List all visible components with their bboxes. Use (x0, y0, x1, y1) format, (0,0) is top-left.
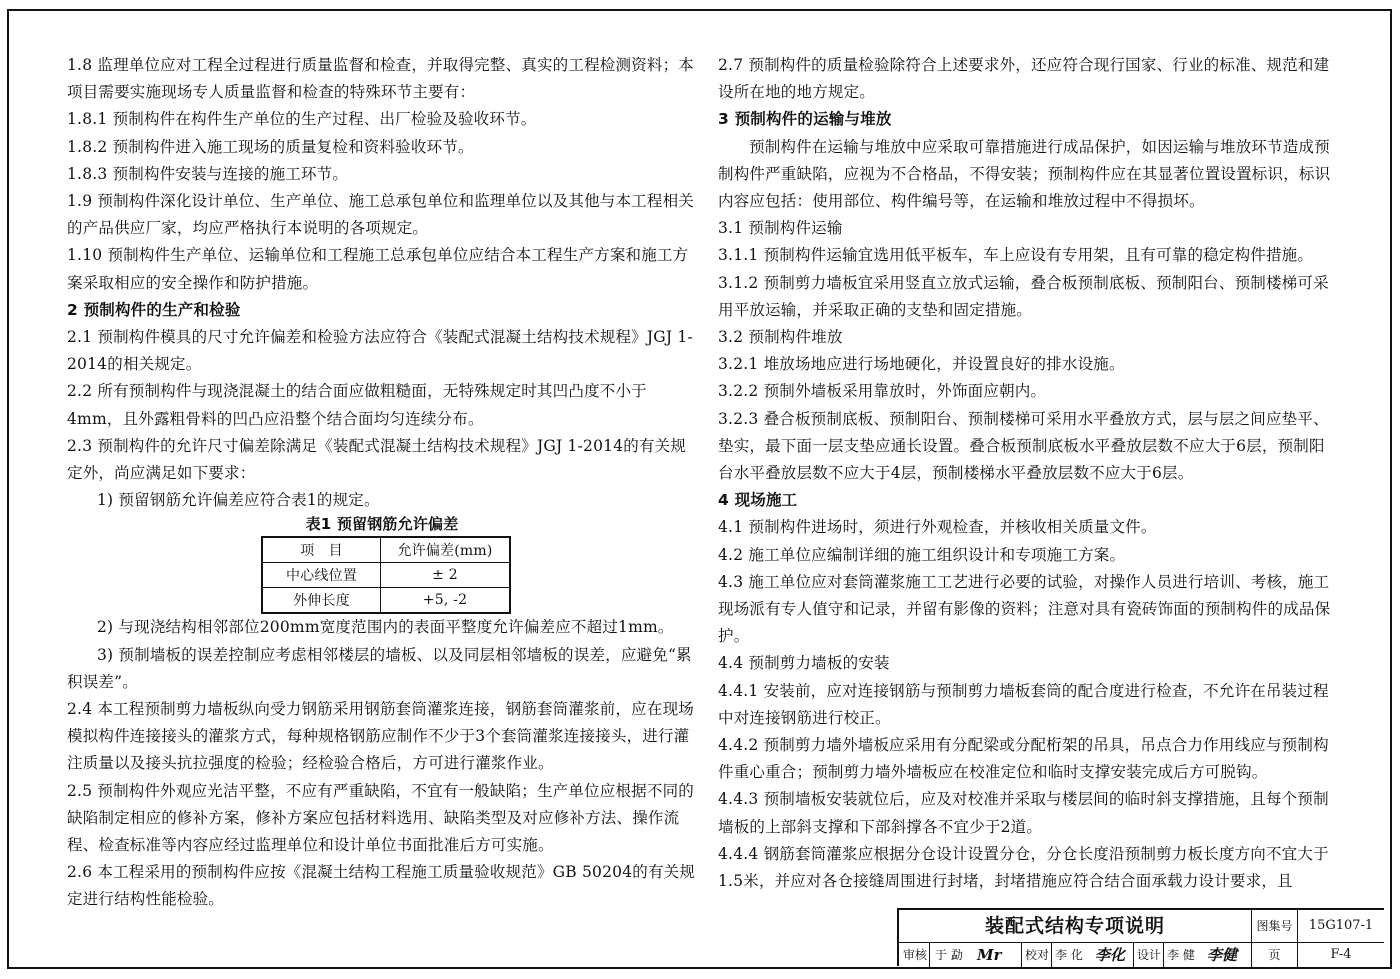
drawing-title: 装配式结构专项说明 (899, 910, 1252, 943)
title-block (897, 908, 1384, 966)
clause-3-1: 3.1 预制构件运输 (718, 219, 843, 238)
table-cell: +5, -2 (381, 588, 511, 614)
table-row (262, 563, 510, 588)
clause-4-4: 4.4 预制剪力墙板的安装 (718, 654, 890, 673)
table-caption: 表1 预留钢筋允许偏差 (305, 515, 459, 534)
clause-4-2: 4.2 施工单位应编制详细的施工组织设计和专项施工方案。 (718, 545, 1126, 564)
page-number: F-4 (1330, 947, 1352, 962)
clause-4-1: 4.1 预制构件进场时，须进行外观检查，并核收相关质量文件。 (718, 518, 1157, 537)
divider (1133, 943, 1134, 967)
left-column (67, 52, 697, 914)
clause-2-2: 2.2 所有预制构件与现浇混凝土的结合面应做粗糙面，无特殊规定时其凹凸度不小于4mm，且外露粗骨料的凹凸应沿整个结合面均匀连续分布。 (67, 382, 647, 428)
review-label: 审核 (903, 948, 928, 962)
clause-2-1: 2.1 预制构件模具的尺寸允许偏差和检验方法应符合《装配式混凝土结构技术规程》JGJ 1-2014的相关规定。 (67, 328, 693, 374)
atlas-number-label: 图集号 (1252, 910, 1298, 943)
section-3-intro: 预制构件在运输与堆放中应采取可靠措施进行成品保护，如因运输与堆放环节造成预制构件严重缺陷，应视为不合格品，不得安装；预制构件应在其显著位置设置标识，标识内容应包括：使用部位、构件编号等，在运输和堆放过程中不得损坏。 (718, 137, 1331, 211)
divider (929, 943, 930, 967)
section-2-heading: 2 预制构件的生产和检验 (67, 300, 241, 319)
section-3-heading: 3 预制构件的运输与堆放 (718, 110, 892, 129)
clause-1-9: 1.9 预制构件深化设计单位、生产单位、施工总承包单位和监理单位以及其他与本工程相关的产品供应厂家，均应严格执行本说明的各项规定。 (67, 192, 694, 238)
designer-signature: 李健 (1207, 946, 1238, 964)
item-3: 3) 预制墙板的误差控制应考虑相邻楼层的墙板、以及同层相邻墙板的误差，应避免“累积误差”。 (67, 645, 692, 691)
clause-1-8-3: 1.8.3 预制构件安装与连接的施工环节。 (67, 164, 349, 183)
clause-2-7: 2.7 预制构件的质量检验除符合上述要求外，还应符合现行国家、行业的标准、规范和建设所在地的地方规定。 (718, 56, 1330, 102)
clause-4-4-1: 4.4.1 安装前，应对连接钢筋与预制剪力墙板套筒的配合度进行检查，不允许在吊装过程中对连接钢筋进行校正。 (718, 681, 1329, 727)
reviewer-name: 于 勐 (935, 948, 963, 962)
page-label: 页 (1252, 943, 1298, 967)
design-label: 设计 (1137, 948, 1162, 962)
clause-2-3: 2.3 预制构件的允许尺寸偏差除满足《装配式混凝土结构技术规程》JGJ 1-2014的有关规定外，尚应满足如下要求： (67, 436, 687, 483)
clause-4-4-3: 4.4.3 预制墙板安装就位后，应及对校准并采取与楼层间的临时斜支撑措施，且每个预制墙板的上部斜支撑和下部斜撑各不宜少于2道。 (718, 790, 1329, 836)
clause-2-6: 2.6 本工程采用的预制构件应按《混凝土结构工程施工质量验收规范》GB 50204的有关规定进行结构性能检验。 (67, 863, 696, 909)
clause-3-2-1: 3.2.1 堆放场地应进行场地硬化，并设置良好的排水设施。 (718, 355, 1125, 374)
table-cell: 中心线位置 (262, 563, 381, 588)
clause-3-2: 3.2 预制构件堆放 (718, 328, 843, 347)
clause-1-10: 1.10 预制构件生产单位、运输单位和工程施工总承包单位应结合本工程生产方案和施工方案采取相应的安全操作和防护措施。 (67, 246, 689, 292)
clause-4-4-2: 4.4.2 预制剪力墙外墙板应采用有分配梁或分配桁架的吊具，吊点合力作用线应与预制构件重心重合；预制剪力墙外墙板应在校准定位和临时支撑安装完成后方可脱钩。 (718, 736, 1329, 782)
clause-3-2-2: 3.2.2 预制外墙板采用靠放时，外饰面应朝内。 (718, 382, 1047, 401)
checker-name: 李 化 (1055, 948, 1083, 962)
section-4-heading: 4 现场施工 (718, 491, 798, 510)
divider (1021, 943, 1022, 967)
divider (1163, 943, 1164, 967)
atlas-number: 15G107-1 (1298, 910, 1384, 943)
table-header-row (262, 537, 510, 563)
clause-3-2-3: 3.2.3 叠合板预制底板、预制阳台、预制楼梯可采用水平叠放方式，层与层之间应垫平、垫实，最下面一层支垫应通长设置。叠合板预制底板水平叠放层数不应大于6层，预制阳台水平叠放层数不应大于4层，预制楼梯水平叠放层数不应大于6层。 (718, 409, 1329, 483)
clause-1-8-2: 1.8.2 预制构件进入施工现场的质量复检和资料验收环节。 (67, 137, 474, 156)
reviewer-signature: Mr (977, 946, 1002, 964)
clause-4-4-4: 4.4.4 钢筋套筒灌浆应根据分仓设计设置分仓，分仓长度沿预制剪力板长度方向不宜大于1.5米，并应对各仓接缝周围进行封堵，封堵措施应符合结合面承载力设计要求，且 (718, 844, 1329, 891)
item-1: 1) 预留钢筋允许偏差应符合表1的规定。 (97, 491, 380, 510)
signature-row (899, 943, 1252, 967)
table-header-cell: 允许偏差(mm) (381, 537, 511, 563)
clause-3-1-1: 3.1.1 预制构件运输宜选用低平板车，车上应设有专用架，且有可靠的稳定构件措施。 (718, 246, 1314, 265)
right-column (718, 52, 1336, 895)
clause-1-8: 1.8 监理单位应对工程全过程进行质量监督和检查，并取得完整、真实的工程检测资料；本项目需要实施现场专人质量监督和检查的特殊环节主要有： (67, 56, 694, 102)
clause-2-5: 2.5 预制构件外观应光洁平整，不应有严重缺陷，不宜有一般缺陷；生产单位应根据不同的缺陷制定相应的修补方案，修补方案应包括材料选用、缺陷类型及对应修补方法、操作流程、检查标准等内容应经过监理单位和设计单位书面批准后方可实施。 (67, 781, 694, 855)
tolerance-table (261, 536, 511, 614)
check-label: 校对 (1025, 948, 1050, 962)
clause-1-8-1: 1.8.1 预制构件在构件生产单位的生产过程、出厂检验及验收环节。 (67, 110, 537, 129)
table-cell: 外伸长度 (262, 588, 381, 614)
divider (1051, 943, 1052, 967)
table-row (262, 588, 510, 614)
table-header-cell: 项 目 (262, 537, 381, 563)
item-2: 2) 与现浇结构相邻部位200mm宽度范围内的表面平整度允许偏差应不超过1mm。 (97, 618, 674, 637)
designer-name: 李 健 (1167, 948, 1195, 962)
clause-3-1-2: 3.1.2 预制剪力墙板宜采用竖直立放式运输，叠合板预制底板、预制阳台、预制楼梯可采用平放运输，并采取正确的支垫和固定措施。 (718, 273, 1329, 319)
clause-4-3: 4.3 施工单位应对套筒灌浆施工工艺进行必要的试验，对操作人员进行培训、考核，施工现场派有专人值守和记录，并留有影像的资料；注意对具有瓷砖饰面的预制构件的成品保护。 (718, 572, 1331, 646)
clause-2-4: 2.4 本工程预制剪力墙板纵向受力钢筋采用钢筋套筒灌浆连接，钢筋套筒灌浆前，应在现场模拟构件连接接头的灌浆方式，每种规格钢筋应制作不少于3个套筒灌浆连接接头，进行灌注质量以及接头抗拉强度的检验；经检验合格后，方可进行灌浆作业。 (67, 700, 694, 773)
table-cell: ± 2 (381, 563, 511, 588)
checker-signature: 李化 (1095, 946, 1126, 964)
